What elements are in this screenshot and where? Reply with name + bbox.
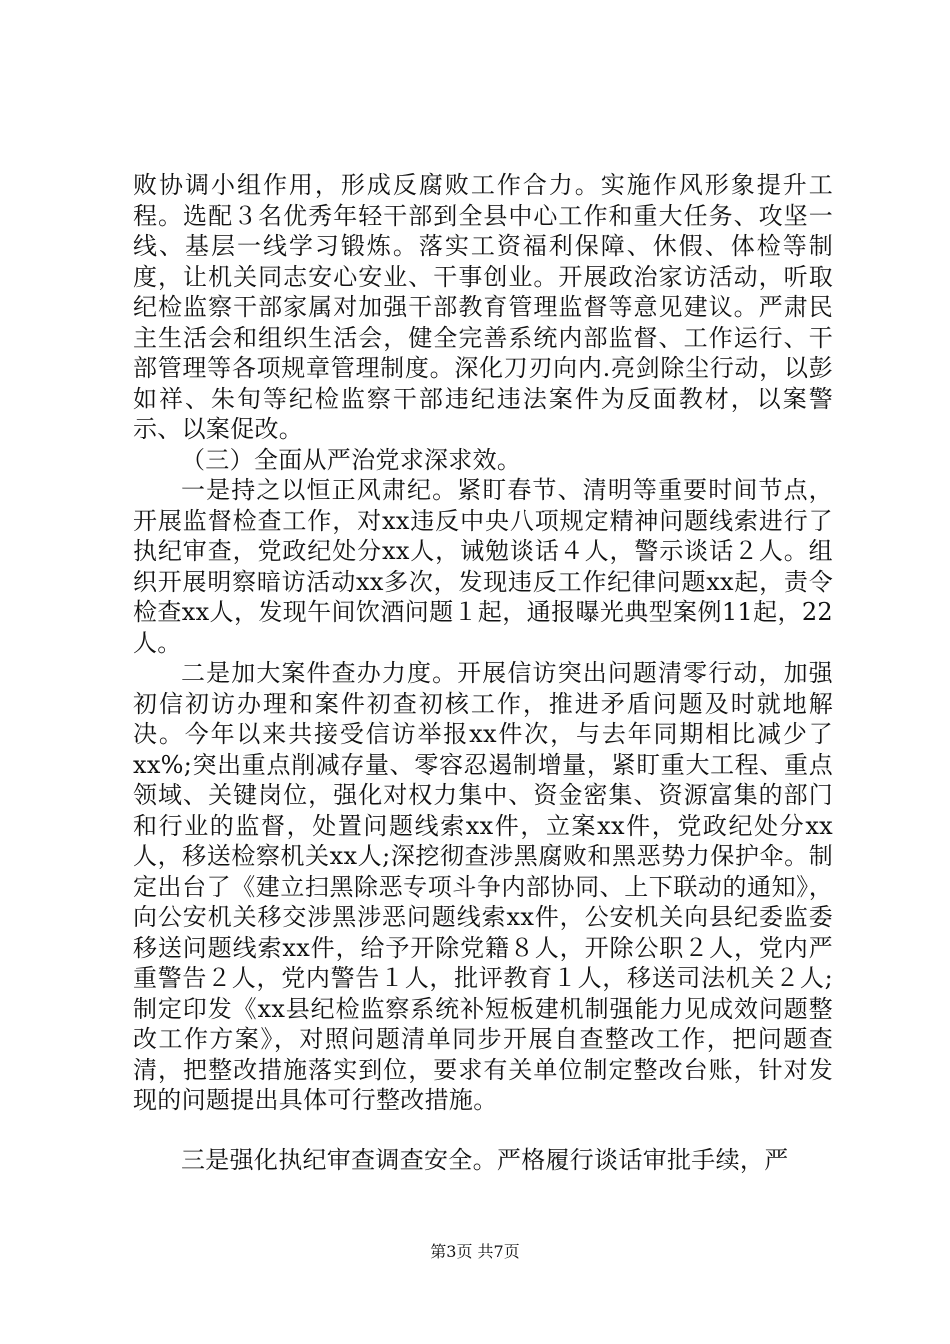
page-number: 第3页 共7页 <box>430 1242 520 1261</box>
paragraph-case-handling: 二是加大案件查办力度。开展信访突出问题清零行动，加强初信初访办理和案件初查初核工作，推进矛盾问题及时就地解决。今年以来共接受信访举报xx件次，与去年同期相比减少了xx%;突出重点削减存量、零容忍遏制增量，紧盯重大工程、重点领域、关键岗位，强化对权力集中、资金密集、资源富集的部门和行业的监督，处置问题线索xx件，立案xx件，党政纪处分xx人，移送检察机关xx人;深挖彻查涉黑腐败和黑恶势力保护伞。制定出台了《建立扫黑除恶专项斗争内部协同、上下联动的通知》，向公安机关移交涉黑涉恶问题线索xx件，公安机关向县纪委监委移送问题线索xx件，给予开除党籍８人，开除公职２人，党内严重警告２人，党内警告１人，批评教育１人，移送司法机关２人;制定印发《xx县纪检监察系统补短板建机制强能力见成效问题整改工作方案》，对照问题清单同步开展自查整改工作，把问题查清，把整改措施落实到位，要求有关单位制定整改台账，针对发现的问题提出具体可行整改措施。 <box>133 659 833 1114</box>
section-heading: （三）全面从严治党求深求效。 <box>181 445 522 474</box>
paragraph-discipline: 一是持之以恒正风肃纪。紧盯春节、清明等重要时间节点，开展监督检查工作，对xx违反中央八项规定精神问题线索进行了执纪审查，党政纪处分xx人，诫勉谈话４人，警示谈话２人。组织开展明察暗访活动xx多次，发现违反工作纪律问题xx起，责令检查xx人，发现午间饮酒问题１起，通报曝光典型案例11起，22人。 <box>133 476 833 657</box>
document-body <box>133 170 833 1175</box>
paragraph-safety: 三是强化执纪审查调查安全。严格履行谈话审批手续，严 <box>181 1145 789 1174</box>
paragraph-continuation: 败协调小组作用，形成反腐败工作合力。实施作风形象提升工程。选配３名优秀年轻干部到全县中心工作和重大任务、攻坚一线、基层一线学习锻炼。落实工资福利保障、休假、体检等制度，让机关同志安心安业、干事创业。开展政治家访活动，听取纪检监察干部家属对加强干部教育管理监督等意见建议。严肃民主生活会和组织生活会，健全完善系统内部监督、工作运行、干部管理等各项规章管理制度。深化刀刃向内.亮剑除尘行动，以彭如祥、朱旬等纪检监察干部违纪违法案件为反面教材，以案警示、以案促改。 <box>133 171 833 443</box>
